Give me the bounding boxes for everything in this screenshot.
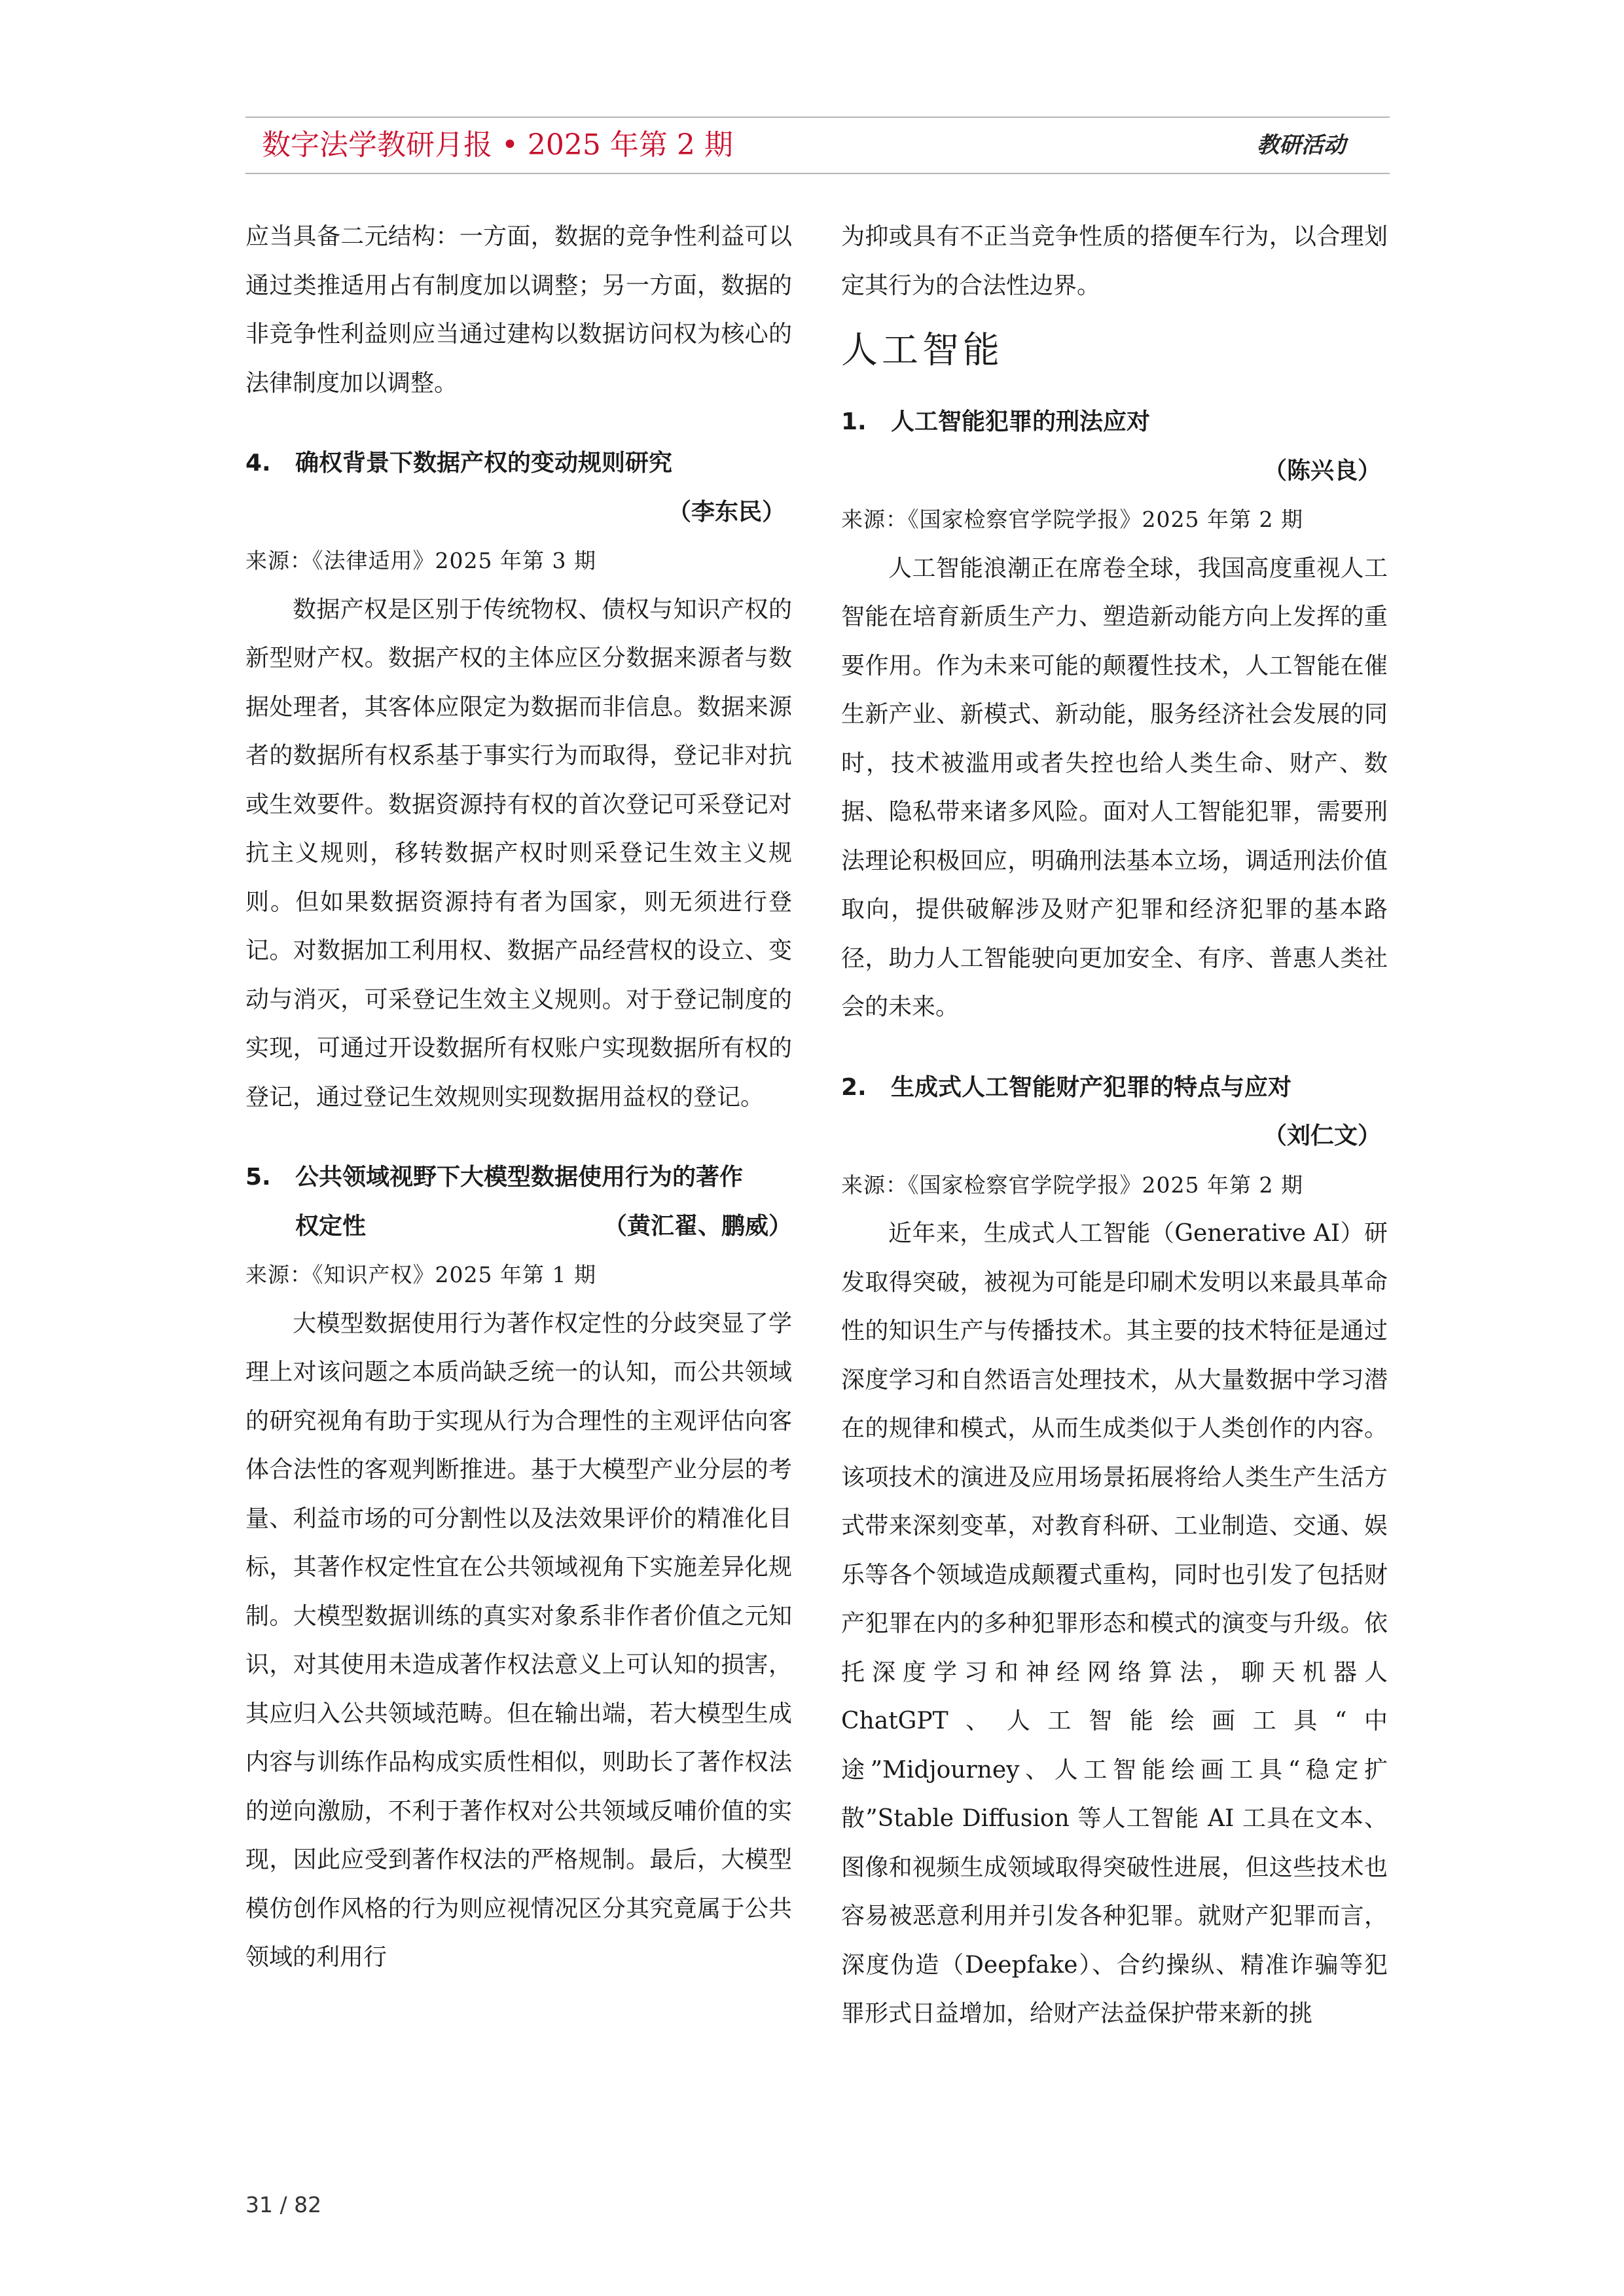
- article-number: 2.: [841, 1073, 867, 1101]
- article-item-2: [841, 1064, 1388, 2039]
- journal-title: 数字法学教研月报 • 2025 年第 2 期: [262, 128, 733, 162]
- article-source: 来源：《知识产权》2025 年第 1 期: [245, 1262, 596, 1287]
- article-abstract: 大模型数据使用行为著作权定性的分歧突显了学理上对该问题之本质尚缺乏统一的认知，而公共领域的研究视角有助于实现从行为合理性的主观评估向客体合法性的客观判断推进。基于大模型产业分层的考量、利益市场的可分割性以及法效果评价的精准化目标，其著作权定性宜在公共领域视角下实施差异化规制。大模型数据训练的真实对象系非作者价值之元知识，对其使用未造成著作权法意义上可认知的损害，其应归入公共领域范畴。但在输出端，若大模型生成内容与训练作品构成实质性相似，则助长了著作权法的逆向激励，不利于著作权对公共领域反哺价值的实现，因此应受到著作权法的严格规制。最后，大模型模仿创作风格的行为则应视情况区分其究竟属于公共领域的利用行: [245, 1310, 792, 1971]
- article-author: （刘仁文）: [1263, 1122, 1381, 1149]
- article-title: 人工智能犯罪的刑法应对: [891, 408, 1151, 435]
- article-source: 来源：《法律适用》2025 年第 3 期: [245, 548, 596, 573]
- article-item-4: [245, 439, 792, 1122]
- article-number: 4.: [245, 450, 271, 476]
- left-column: [245, 213, 792, 1982]
- page-number: 31 / 82: [245, 2192, 322, 2217]
- article-number: 5.: [245, 1164, 271, 1191]
- article-author: （黄汇翟、鹏威）: [603, 1212, 792, 1240]
- article-source: 来源：《国家检察官学院学报》2025 年第 2 期: [841, 1172, 1303, 1198]
- article-title-line-2: 权定性: [295, 1212, 367, 1240]
- article-abstract: 近年来，生成式人工智能（Generative AI）研发取得突破，被视为可能是印刷术发明以来最具革命性的知识生产与传播技术。其主要的技术特征是通过深度学习和自然语言处理技术，从大量数据中学习潜在的规律和模式，从而生成类似于人类创作的内容。该项技术的演进及应用场景拓展将给人类生产生活方式带来深刻变革，对教育科研、工业制造、交通、娱乐等各个领域造成颠覆式重构，同时也引发了包括财产犯罪在内的多种犯罪形态和模式的演变与升级。依托深度学习和神经网络算法，聊天机器人 ChatGPT、人工智能绘画工具“中途”Midjourney、人工智能绘画工具“稳定扩散”Stable Diffusion 等人工智能 AI 工具在文本、图像和视频生成领域取得突破性进展，但这些技术也容易被恶意利用并引发各种犯罪。就财产犯罪而言，深度伪造（Deepfake）、合约操纵、精准诈骗等犯罪形式日益增加，给财产法益保护带来新的挑: [841, 1220, 1388, 2027]
- article-heading: [841, 1064, 1388, 1113]
- article-abstract: 数据产权是区别于传统物权、债权与知识产权的新型财产权。数据产权的主体应区分数据来源者与数据处理者，其客体应限定为数据而非信息。数据来源者的数据所有权系基于事实行为而取得，登记非对抗或生效要件。数据资源持有权的首次登记可采登记对抗主义规则，移转数据产权时则采登记生效主义规则。但如果数据资源持有者为国家，则无须进行登记。对数据加工利用权、数据产品经营权的设立、变动与消灭，可采登记生效主义规则。对于登记制度的实现，可通过开设数据所有权账户实现数据所有权的登记，通过登记生效规则实现数据用益权的登记。: [245, 596, 792, 1111]
- category-heading: 人工智能: [841, 329, 1003, 372]
- article-abstract: 人工智能浪潮正在席卷全球，我国高度重视人工智能在培育新质生产力、塑造新动能方向上发挥的重要作用。作为未来可能的颠覆性技术，人工智能在催生新产业、新模式、新动能，服务经济社会发展的同时，技术被滥用或者失控也给人类生命、财产、数据、隐私带来诸多风险。面对人工智能犯罪，需要刑法理论积极回应，明确刑法基本立场，调适刑法价值取向，提供破解涉及财产犯罪和经济犯罪的基本路径，助力人工智能驶向更加安全、有序、普惠人类社会的未来。: [841, 554, 1388, 1020]
- article-source: 来源：《国家检察官学院学报》2025 年第 2 期: [841, 507, 1303, 532]
- article-author: （陈兴良）: [1263, 457, 1381, 484]
- article-heading: [841, 398, 1388, 447]
- article-heading: [245, 1153, 792, 1251]
- article-author: （李东民）: [667, 498, 785, 526]
- article-title-line-1: 公共领域视野下大模型数据使用行为的著作: [295, 1164, 744, 1191]
- article-title: 确权背景下数据产权的变动规则研究: [295, 450, 673, 476]
- article-heading: [245, 439, 792, 488]
- header-rule-top: [245, 117, 1390, 118]
- article-title: 生成式人工智能财产犯罪的特点与应对: [891, 1073, 1292, 1101]
- right-column: [841, 213, 1388, 2039]
- article-item-1: [841, 398, 1388, 1032]
- continued-paragraph: 应当具备二元结构：一方面，数据的竞争性利益可以通过类推适用占有制度加以调整；另一方面，数据的非竞争性利益则应当通过建构以数据访问权为核心的法律制度加以调整。: [245, 223, 792, 397]
- header-rule-bottom: [245, 173, 1390, 174]
- section-label: 教研活动: [1257, 132, 1346, 158]
- article-number: 1.: [841, 408, 867, 435]
- continued-paragraph: 为抑或具有不正当竞争性质的搭便车行为，以合理划定其行为的合法性边界。: [841, 223, 1388, 299]
- article-item-5: [245, 1153, 792, 1982]
